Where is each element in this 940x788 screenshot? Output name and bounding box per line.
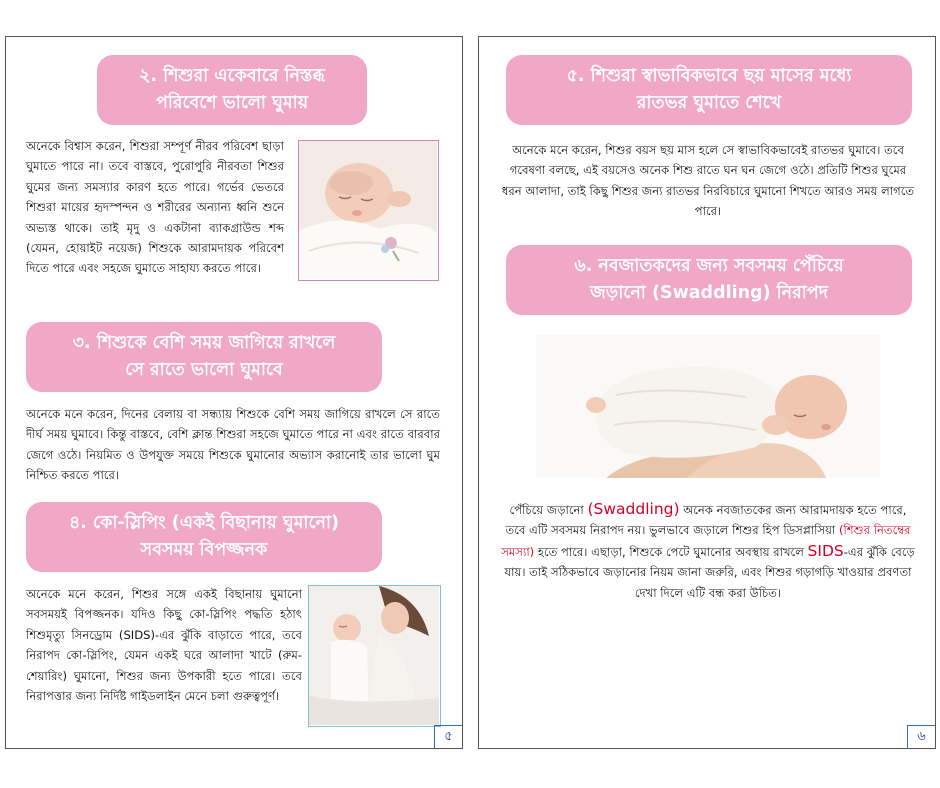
section3-title-line2: সে রাতে ভালো ঘুমাবে	[125, 360, 283, 380]
section4-title-line1: ৪. কো-স্লিপিং (একই বিছানায় ঘুমানো)	[68, 513, 340, 533]
section6-title-line2: জড়ানো (Swaddling) নিরাপদ	[590, 283, 828, 303]
sleeping-baby-photo	[298, 140, 439, 281]
section6-heading	[506, 245, 912, 315]
section4-body: অনেকে মনে করেন, শিশুর সঙ্গে একই বিছানায় ঘুমানো সবসময়ই বিপজ্জনক। যদিও কিছু কো-স্লিপিং পদ্ধতি হঠাৎ শিশুমৃত্যু সিনড্রোম (SIDS)-এর ঝুঁকি বাড়াতে পারে, তবে নিরাপদ কো-স্লিপিং, যেমন একই ঘরে আলাদা খাটে (রুম-শেয়ারিং) ঘুমানো, শিশুর জন্য উপকারী হতে পারে। তবে নিরাপত্তার জন্য নির্দিষ্ট গাইডলাইন মেনে চলা গুরুত্বপূর্ণ।	[26, 587, 302, 704]
page-number: ৬	[917, 729, 926, 744]
section6-body-part4: -এর ঝুঁকি বেড়ে যায়। তাই সঠিকভাবে জড়ানোর নিয়ম জানা জরুরি, এবং শিশুর গড়াগড়ি খাওয়ার প্রবণতা দেখা দিলে এটি বন্ধ করা উচিত।	[504, 544, 915, 600]
hip-problem-highlight: (শিশুর নিতম্বের সমস্যা)	[501, 523, 911, 559]
page-number-badge	[434, 725, 462, 749]
section3-title-line1: ৩. শিশুকে বেশি সময় জাগিয়ে রাখলে	[72, 333, 336, 353]
swaddled-baby-photo	[536, 335, 880, 478]
cosleeping-mother-baby-photo	[308, 585, 441, 727]
section6-body-part2: অনেক নবজাতকের জন্য আরামদায়ক হতে পারে, তবে এটি সবসময় নিরাপদ নয়। ভুলভাবে জড়ালে শিশুর হিপ ডিসপ্লাসিয়া	[505, 503, 907, 538]
mother-baby-illustration	[309, 586, 439, 725]
right-page	[478, 36, 936, 749]
swaddling-highlight: (Swaddling)	[587, 500, 680, 518]
section2-heading	[97, 55, 367, 125]
left-page	[5, 36, 463, 749]
section6-body-part3: হতে পারে। এছাড়া, শিশুকে পেটে ঘুমানোর অবস্থায় রাখলে	[534, 544, 808, 559]
baby-blanket-illustration	[299, 141, 437, 279]
page-number-badge	[907, 725, 935, 749]
section3-heading	[26, 322, 382, 392]
section2-title-line1: ২. শিশুরা একেবারে নিস্তব্ধ	[138, 66, 326, 86]
section4-title-line2: সবসময় বিপজ্জনক	[140, 540, 268, 560]
section5-heading	[506, 55, 912, 125]
section5-title-line2: রাতভর ঘুমাতে শেখে	[636, 93, 782, 113]
swaddled-baby-illustration	[536, 335, 880, 478]
section6-title-line1: ৬. নবজাতকদের জন্য সবসময় পেঁচিয়ে	[574, 256, 844, 276]
section6-body	[501, 499, 915, 603]
section3-body: অনেকে মনে করেন, দিনের বেলায় বা সন্ধ্যায় শিশুকে বেশি সময় জাগিয়ে রাখলে সে রাতে দীর্ঘ সময় ঘুমাবে। কিন্তু বাস্তবে, বেশি ক্লান্ত শিশুরা সহজে ঘুমাতে পারে না এবং রাতে বারবার জেগে ওঠে। নিয়মিত ও উপযুক্ত সময়ে শিশুকে ঘুমানোর অভ্যাস করানোই তার ভালো ঘুম নিশ্চিত করতে পারে।	[26, 407, 440, 483]
section5-title-line1: ৫. শিশুরা স্বাভাবিকভাবে ছয় মাসের মধ্যে	[566, 66, 852, 86]
sids-highlight: SIDS	[807, 541, 844, 560]
page-number: ৫	[444, 729, 453, 744]
section2-body: অনেকে বিশ্বাস করেন, শিশুরা সম্পূর্ণ নীরব পরিবেশ ছাড়া ঘুমাতে পারে না। তবে বাস্তবে, পুরোপুরি নীরবতা শিশুর ঘুমের জন্য সমস্যার কারণ হতে পারে। গর্ভের ভেতরে শিশুরা মায়ের হৃদস্পন্দন ও শরীরের অন্যান্য ধ্বনি শুনে অভ্যস্ত থাকে। তাই মৃদু ও একটানা ব্যাকগ্রাউন্ড শব্দ (যেমন, হোয়াইট নয়েজ) শিশুকে আরামদায়ক পরিবেশ দিতে পারে এবং সহজে ঘুমাতে সাহায্য করতে পারে।	[26, 139, 284, 276]
section2-title-line2: পরিবেশে ভালো ঘুমায়	[155, 93, 309, 113]
section4-heading	[26, 502, 382, 572]
section5-body: অনেকে মনে করেন, শিশুর বয়স ছয় মাস হলে সে স্বাভাবিকভাবেই রাতভর ঘুমাবে। তবে গবেষণা বলছে, এই বয়সেও অনেক শিশু রাতে ঘন ঘন জেগে ওঠে। প্রতিটি শিশুর ঘুমের ধরন আলাদা, তাই কিছু শিশুর জন্য রাতভর নিরবিচারে ঘুমানো শিখতে আরও সময় লাগতে পারে।	[501, 143, 915, 219]
section6-body-part1: পেঁচিয়ে জড়ানো	[509, 503, 588, 517]
